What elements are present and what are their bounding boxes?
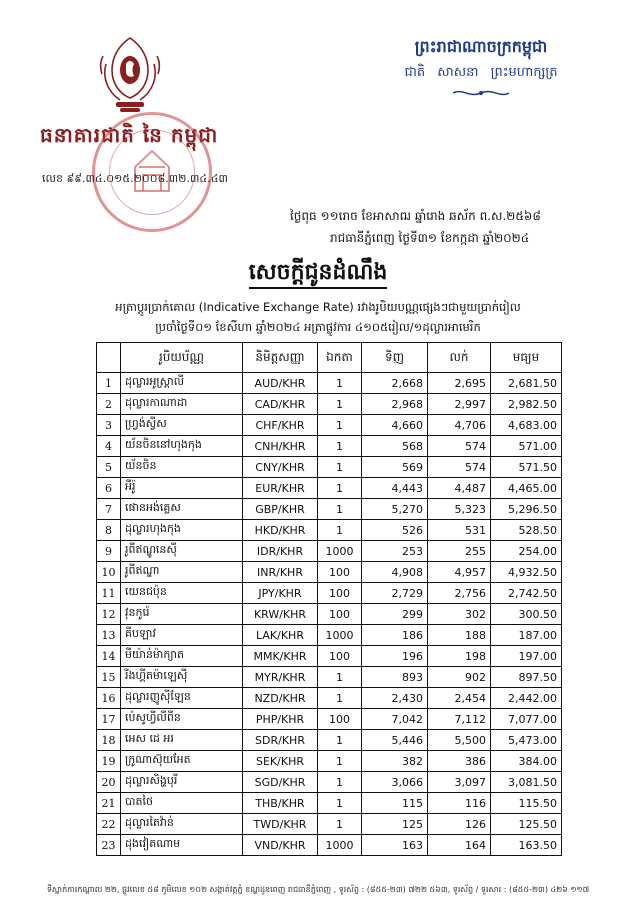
currency-unit: 1	[318, 415, 362, 436]
buy-rate: 893	[362, 667, 428, 688]
currency-name: យ័នចិន	[121, 457, 243, 478]
table-row	[97, 541, 562, 562]
row-number: 11	[97, 583, 121, 604]
sell-rate: 2,756	[428, 583, 491, 604]
row-number: 7	[97, 499, 121, 520]
row-number: 22	[97, 814, 121, 835]
sell-rate: 116	[428, 793, 491, 814]
currency-symbol: IDR/KHR	[243, 541, 318, 562]
sell-rate: 4,487	[428, 478, 491, 499]
currency-name: ហ្វ្រង់ស្វីស	[121, 415, 243, 436]
sell-rate: 126	[428, 814, 491, 835]
currency-symbol: NZD/KHR	[243, 688, 318, 709]
currency-name: ដុល្លារសិង្ហបុរី	[121, 772, 243, 793]
table-row	[97, 415, 562, 436]
buy-rate: 2,430	[362, 688, 428, 709]
currency-unit: 100	[318, 562, 362, 583]
currency-symbol: LAK/KHR	[243, 625, 318, 646]
row-number: 4	[97, 436, 121, 457]
footer-address: ទីស្នាក់ការកណ្តាល ២២, ផ្លូវលេខ ៥៨ ភូមិលេខ ១០២ សង្កាត់វត្តភ្នំ ខណ្ឌដូនពេញ រាជធានីភ្នំពេញ , ទូរស័ព្ទ : (៨៥៥-២៣) ៧២២ ៥៦៣, ទូរស័ព្ទ / ទូរសារ : (៨៥៥-២៣) ៤២៦ ១១៧	[46, 885, 590, 894]
header-sell: លក់	[428, 343, 491, 373]
table-row	[97, 751, 562, 772]
average-rate: 2,442.00	[491, 688, 562, 709]
table-row	[97, 436, 562, 457]
buy-rate: 2,729	[362, 583, 428, 604]
header-symbol: និមិត្តសញ្ញា	[243, 343, 318, 373]
currency-name: ដុល្លារកាណាដា	[121, 394, 243, 415]
currency-unit: 1	[318, 667, 362, 688]
currency-name: យេនជប៉ុន	[121, 583, 243, 604]
page-title-text: សេចក្តីជូនដំណឹង	[249, 260, 388, 289]
row-number: 6	[97, 478, 121, 499]
table-row	[97, 646, 562, 667]
buy-rate: 2,668	[362, 373, 428, 394]
currency-symbol: THB/KHR	[243, 793, 318, 814]
sell-rate: 2,695	[428, 373, 491, 394]
average-rate: 197.00	[491, 646, 562, 667]
currency-unit: 1000	[318, 625, 362, 646]
average-rate: 4,683.00	[491, 415, 562, 436]
table-row	[97, 814, 562, 835]
sell-rate: 902	[428, 667, 491, 688]
buy-rate: 569	[362, 457, 428, 478]
currency-name: អឺរ៉ូ	[121, 478, 243, 499]
currency-unit: 1	[318, 457, 362, 478]
row-number: 21	[97, 793, 121, 814]
row-number: 8	[97, 520, 121, 541]
header-currency: រូបិយប័ណ្ណ	[121, 343, 243, 373]
average-rate: 5,473.00	[491, 730, 562, 751]
currency-name: វុនកូរ៉េ	[121, 604, 243, 625]
row-number: 3	[97, 415, 121, 436]
table-row	[97, 520, 562, 541]
row-number: 5	[97, 457, 121, 478]
currency-unit: 100	[318, 604, 362, 625]
sell-rate: 188	[428, 625, 491, 646]
currency-name: ដុងវៀតណាម	[121, 835, 243, 856]
buy-rate: 526	[362, 520, 428, 541]
currency-symbol: GBP/KHR	[243, 499, 318, 520]
currency-unit: 1	[318, 793, 362, 814]
table-row	[97, 835, 562, 856]
average-rate: 4,465.00	[491, 478, 562, 499]
average-rate: 384.00	[491, 751, 562, 772]
table-row	[97, 478, 562, 499]
table-row	[97, 373, 562, 394]
table-row	[97, 394, 562, 415]
currency-symbol: MYR/KHR	[243, 667, 318, 688]
buy-rate: 3,066	[362, 772, 428, 793]
currency-name: រូពីឥណ្ឌា	[121, 562, 243, 583]
row-number: 12	[97, 604, 121, 625]
currency-unit: 1	[318, 373, 362, 394]
buy-rate: 382	[362, 751, 428, 772]
row-number: 13	[97, 625, 121, 646]
average-rate: 254.00	[491, 541, 562, 562]
buy-rate: 5,270	[362, 499, 428, 520]
average-rate: 571.00	[491, 436, 562, 457]
buy-rate: 4,908	[362, 562, 428, 583]
subtitle-rate-date: ប្រចាំថ្ងៃទី០១ ខែសីហា ឆ្នាំ២០២៤ អត្រាផ្លូវការ ៤១០៥រៀល/១ដុល្លារអាមេរិក	[155, 320, 481, 334]
currency-symbol: JPY/KHR	[243, 583, 318, 604]
kingdom-ornament-icon	[451, 88, 511, 98]
table-row	[97, 709, 562, 730]
table-row	[97, 583, 562, 604]
currency-unit: 1	[318, 436, 362, 457]
table-row	[97, 457, 562, 478]
buy-rate: 196	[362, 646, 428, 667]
bank-name: ធនាគារជាតិ នៃ កម្ពុជា	[40, 123, 219, 147]
row-number: 15	[97, 667, 121, 688]
kingdom-motto: ជាតិ សាសនា ព្រះមហាក្សត្រ	[404, 65, 558, 80]
row-number: 10	[97, 562, 121, 583]
sell-rate: 2,997	[428, 394, 491, 415]
currency-unit: 1	[318, 478, 362, 499]
row-number: 18	[97, 730, 121, 751]
exchange-rate-table	[96, 342, 562, 856]
row-number: 14	[97, 646, 121, 667]
sell-rate: 574	[428, 436, 491, 457]
lunar-date: ថ្ងៃពុធ ១១រោច ខែអាសាឍ ឆ្នាំរោង ឆស័ក ព.ស.២៥៦៨	[290, 209, 541, 223]
average-rate: 5,296.50	[491, 499, 562, 520]
exchange-rate-table-body	[97, 373, 562, 856]
average-rate: 7,077.00	[491, 709, 562, 730]
currency-unit: 1	[318, 520, 362, 541]
currency-name: មីយ៉ាន់ម៉ាក្យាត	[121, 646, 243, 667]
currency-unit: 1	[318, 688, 362, 709]
kingdom-title: ព្រះរាជាណាចក្រកម្ពុជា	[414, 37, 548, 56]
currency-unit: 100	[318, 646, 362, 667]
header-unit: ឯកតា	[318, 343, 362, 373]
sell-rate: 4,957	[428, 562, 491, 583]
average-rate: 115.50	[491, 793, 562, 814]
average-rate: 300.50	[491, 604, 562, 625]
currency-unit: 1	[318, 751, 362, 772]
row-number: 19	[97, 751, 121, 772]
table-row	[97, 667, 562, 688]
currency-unit: 100	[318, 583, 362, 604]
header-buy: ទិញ	[362, 343, 428, 373]
currency-name: រូពីឥណ្ឌូនេស៊ី	[121, 541, 243, 562]
currency-unit: 1	[318, 394, 362, 415]
currency-name: ដុល្លារតៃវ៉ាន់	[121, 814, 243, 835]
row-number: 23	[97, 835, 121, 856]
sell-rate: 7,112	[428, 709, 491, 730]
currency-unit: 100	[318, 709, 362, 730]
row-number: 9	[97, 541, 121, 562]
row-number: 17	[97, 709, 121, 730]
page-title	[0, 258, 636, 290]
average-rate: 2,742.50	[491, 583, 562, 604]
currency-name: អេស ដេ អរ	[121, 730, 243, 751]
row-number: 1	[97, 373, 121, 394]
sell-rate: 5,500	[428, 730, 491, 751]
buy-rate: 568	[362, 436, 428, 457]
currency-unit: 1000	[318, 541, 362, 562]
average-rate: 2,982.50	[491, 394, 562, 415]
currency-name: យ័នចិននៅហុងកុង	[121, 436, 243, 457]
national-bank-emblem-icon	[98, 34, 162, 116]
average-rate: 187.00	[491, 625, 562, 646]
currency-symbol: CNY/KHR	[243, 457, 318, 478]
header-average: មធ្យម	[491, 343, 562, 373]
currency-symbol: VND/KHR	[243, 835, 318, 856]
currency-name: ក្រូណាស៊ុយអែត	[121, 751, 243, 772]
currency-unit: 1	[318, 772, 362, 793]
currency-symbol: PHP/KHR	[243, 709, 318, 730]
currency-name: រីងហ្គីតម៉ាឡេស៊ី	[121, 667, 243, 688]
currency-name: ដុល្លារហុងកុង	[121, 520, 243, 541]
average-rate: 4,932.50	[491, 562, 562, 583]
table-row	[97, 772, 562, 793]
buy-rate: 125	[362, 814, 428, 835]
buy-rate: 299	[362, 604, 428, 625]
sell-rate: 302	[428, 604, 491, 625]
currency-symbol: CNH/KHR	[243, 436, 318, 457]
table-row	[97, 499, 562, 520]
sell-rate: 386	[428, 751, 491, 772]
currency-name: ដុល្លារញូស៊ីឡែន	[121, 688, 243, 709]
buy-rate: 5,446	[362, 730, 428, 751]
kingdom-heading	[396, 36, 566, 102]
buy-rate: 186	[362, 625, 428, 646]
currency-symbol: AUD/KHR	[243, 373, 318, 394]
currency-symbol: CAD/KHR	[243, 394, 318, 415]
solar-date: រាជធានីភ្នំពេញ ថ្ងៃទី៣១ ខែកក្កដា ឆ្នាំ២០២៤	[330, 231, 530, 245]
currency-symbol: KRW/KHR	[243, 604, 318, 625]
buy-rate: 115	[362, 793, 428, 814]
average-rate: 897.50	[491, 667, 562, 688]
currency-symbol: CHF/KHR	[243, 415, 318, 436]
row-number: 20	[97, 772, 121, 793]
table-row	[97, 793, 562, 814]
sell-rate: 5,323	[428, 499, 491, 520]
average-rate: 571.50	[491, 457, 562, 478]
buy-rate: 163	[362, 835, 428, 856]
table-row	[97, 604, 562, 625]
average-rate: 125.50	[491, 814, 562, 835]
currency-unit: 1	[318, 499, 362, 520]
buy-rate: 4,660	[362, 415, 428, 436]
currency-name: គីបឡាវ	[121, 625, 243, 646]
currency-symbol: MMK/KHR	[243, 646, 318, 667]
average-rate: 163.50	[491, 835, 562, 856]
currency-symbol: INR/KHR	[243, 562, 318, 583]
buy-rate: 253	[362, 541, 428, 562]
currency-name: បាតថៃ	[121, 793, 243, 814]
average-rate: 2,681.50	[491, 373, 562, 394]
sell-rate: 164	[428, 835, 491, 856]
currency-symbol: TWD/KHR	[243, 814, 318, 835]
sell-rate: 531	[428, 520, 491, 541]
currency-unit: 1	[318, 814, 362, 835]
currency-symbol: SEK/KHR	[243, 751, 318, 772]
row-number: 16	[97, 688, 121, 709]
table-row	[97, 562, 562, 583]
buy-rate: 4,443	[362, 478, 428, 499]
sell-rate: 574	[428, 457, 491, 478]
currency-symbol: EUR/KHR	[243, 478, 318, 499]
average-rate: 3,081.50	[491, 772, 562, 793]
reference-number: លេខ ៩៩.៣៤.០១៥.២០០៨.៣២.៣៤.៤៣	[42, 172, 228, 185]
table-row	[97, 625, 562, 646]
currency-symbol: SGD/KHR	[243, 772, 318, 793]
currency-name: ផោនអង់គ្លេស	[121, 499, 243, 520]
table-header-row	[97, 343, 562, 373]
currency-name: ដុល្លារអូស្ត្រាលី	[121, 373, 243, 394]
currency-name: ប៉េសូហ្វីលីពីន	[121, 709, 243, 730]
row-number: 2	[97, 394, 121, 415]
sell-rate: 2,454	[428, 688, 491, 709]
currency-unit: 1	[318, 730, 362, 751]
buy-rate: 2,968	[362, 394, 428, 415]
average-rate: 528.50	[491, 520, 562, 541]
table-row	[97, 688, 562, 709]
sell-rate: 4,706	[428, 415, 491, 436]
table-row	[97, 730, 562, 751]
currency-unit: 1000	[318, 835, 362, 856]
buy-rate: 7,042	[362, 709, 428, 730]
sell-rate: 198	[428, 646, 491, 667]
currency-symbol: SDR/KHR	[243, 730, 318, 751]
header-number	[97, 343, 121, 373]
sell-rate: 3,097	[428, 772, 491, 793]
sell-rate: 255	[428, 541, 491, 562]
currency-symbol: HKD/KHR	[243, 520, 318, 541]
subtitle-rate-description: អត្រាប្តូរប្រាក់គោល (Indicative Exchange Rate) រវាងរូបិយបណ្ណផ្សេងៗជាមួយប្រាក់រៀល	[115, 300, 521, 314]
